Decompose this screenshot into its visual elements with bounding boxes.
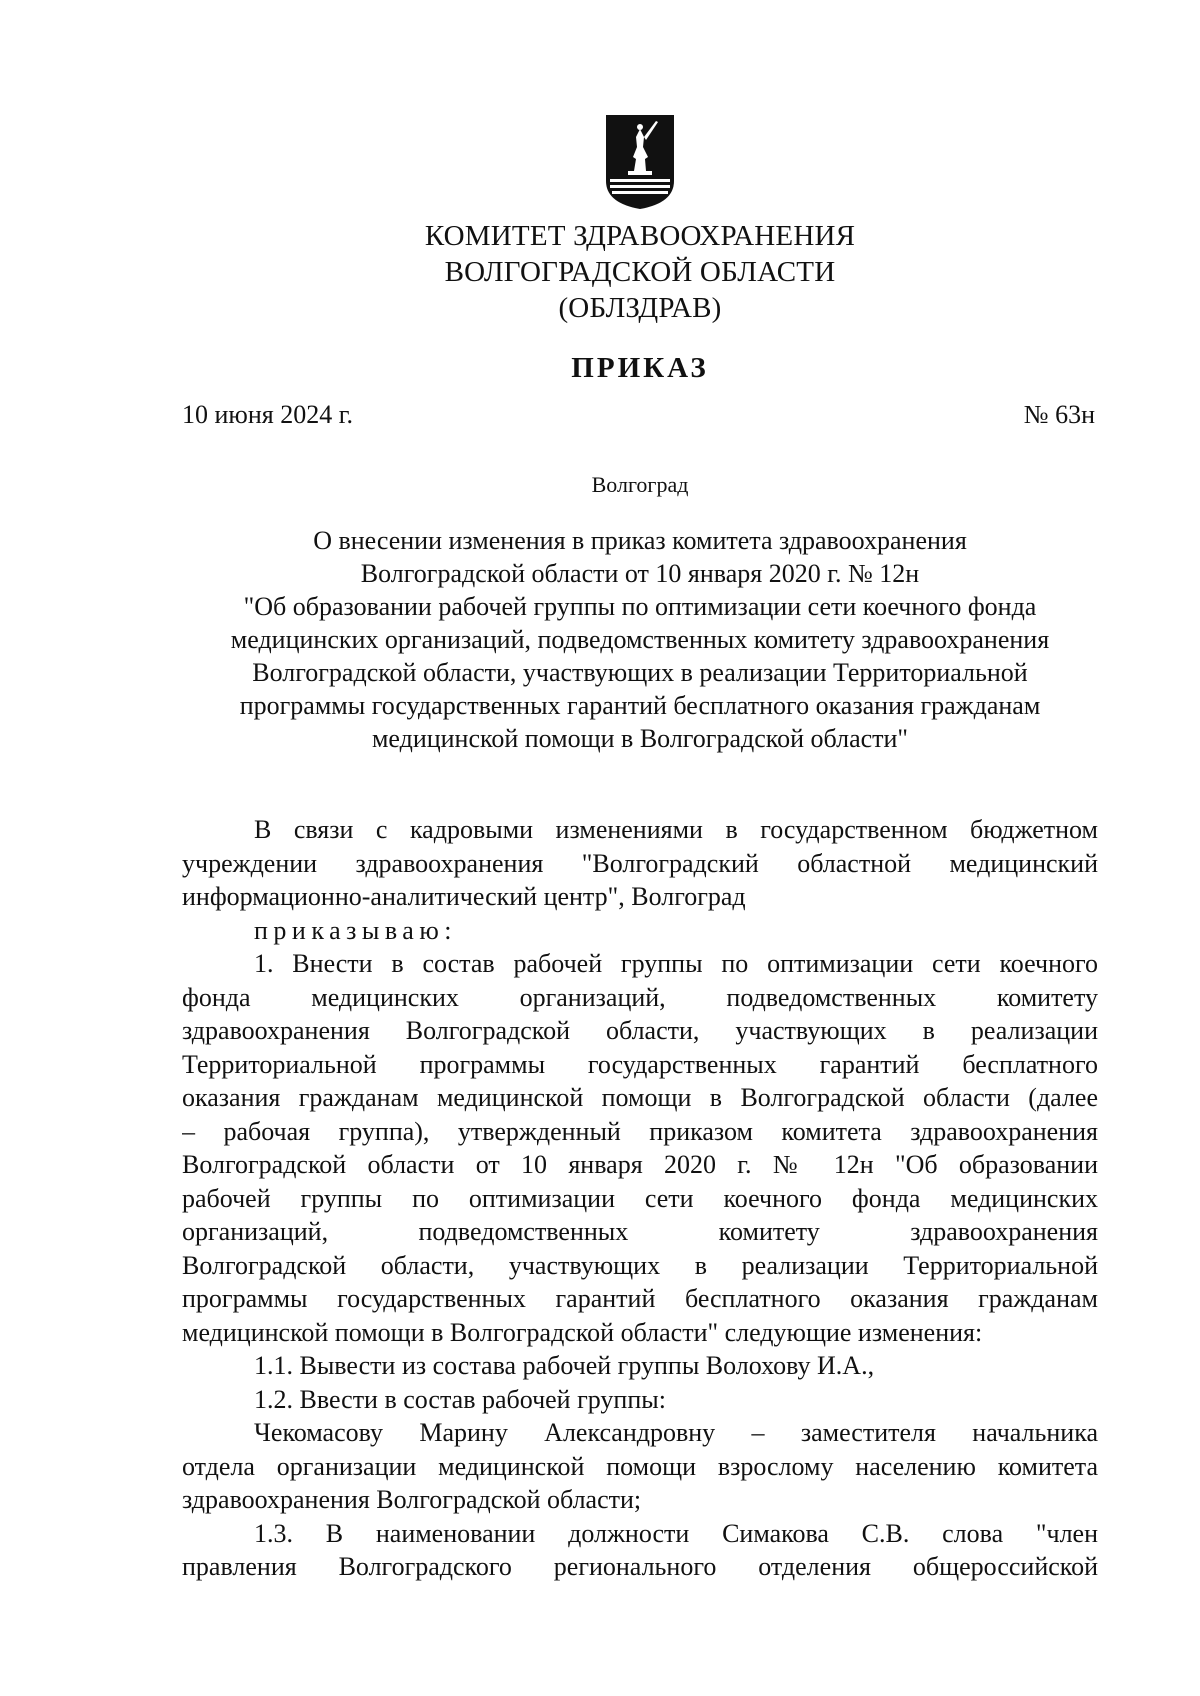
- body-line: 1.3. В наименовании должности Симакова С.В. слова "член: [254, 1518, 1098, 1548]
- body-line: 1.1. Вывести из состава рабочей группы Волохову И.А.,: [254, 1351, 875, 1380]
- body-line: Чекомасову Марину Александровну – заместителя начальника: [254, 1418, 1098, 1447]
- org-line-3: (ОБЛЗДРАВ): [558, 292, 722, 324]
- body-line: В связи с кадровыми изменениями в государственном бюджетном: [254, 815, 1098, 844]
- body-line: правления Волгоградского регионального отделения общероссийской: [182, 1552, 1098, 1581]
- order-word: приказываю:: [254, 915, 457, 945]
- subject-line: медицинских организаций, подведомственных комитету здравоохранения: [230, 625, 1050, 654]
- body-line: рабочей группы по оптимизации сети коечного фонда медицинских: [182, 1183, 1098, 1213]
- subject-line: программы государственных гарантий бесплатного оказания гражданам: [239, 691, 1041, 720]
- subject-line: "Об образовании рабочей группы по оптимизации сети коечного фонда: [243, 592, 1037, 621]
- body-line: 1. Внести в состав рабочей группы по оптимизации сети коечного: [254, 949, 1098, 978]
- body-line: информационно-аналитический центр", Волгоград: [182, 882, 746, 911]
- body-line: отдела организации медицинской помощи взрослому населению комитета: [182, 1451, 1098, 1481]
- body-line: медицинской помощи в Волгоградской области" следующие изменения:: [182, 1317, 983, 1347]
- subject-line: Волгоградской области, участвующих в реализации Территориальной: [252, 658, 1028, 687]
- organization-name: [300, 218, 980, 326]
- document-body: [182, 813, 1098, 1584]
- org-line-2: ВОЛГОГРАДСКОЙ ОБЛАСТИ: [444, 256, 836, 288]
- body-line: здравоохранения Волгоградской области, участвующих в реализации: [182, 1016, 1098, 1045]
- subject-line: Волгоградской области от 10 января 2020 г. № 12н: [360, 559, 920, 588]
- document-city: Волгоград: [591, 472, 689, 497]
- body-line: здравоохранения Волгоградской области;: [182, 1485, 642, 1514]
- body-line: Территориальной программы государственных гарантий бесплатного: [182, 1049, 1098, 1079]
- body-line: учреждении здравоохранения "Волгоградский областной медицинский: [182, 848, 1098, 878]
- document-number: № 63н: [1023, 400, 1095, 429]
- body-line: фонда медицинских организаций, подведомственных комитету: [182, 982, 1098, 1012]
- body-line: организаций, подведомственных комитету здравоохранения: [182, 1217, 1098, 1246]
- body-line: программы государственных гарантий бесплатного оказания гражданам: [182, 1284, 1098, 1313]
- body-line: оказания гражданам медицинской помощи в Волгоградской области (далее: [182, 1083, 1098, 1112]
- document-subject: [180, 524, 1100, 755]
- volgograd-coat-of-arms-icon: [604, 113, 676, 211]
- document-type: ПРИКАЗ: [571, 352, 709, 384]
- org-line-1: КОМИТЕТ ЗДРАВООХРАНЕНИЯ: [424, 220, 856, 252]
- body-line: Волгоградской области, участвующих в реализации Территориальной: [182, 1250, 1098, 1280]
- subject-line: О внесении изменения в приказ комитета здравоохранения: [313, 526, 967, 555]
- body-line: Волгоградской области от 10 января 2020 г. № 12н "Об образовании: [182, 1150, 1098, 1179]
- body-line: 1.2. Ввести в состав рабочей группы:: [254, 1384, 666, 1414]
- subject-line: медицинской помощи в Волгоградской области": [371, 724, 909, 753]
- document-date: 10 июня 2024 г.: [182, 400, 353, 429]
- body-line: – рабочая группа), утвержденный приказом комитета здравоохранения: [182, 1116, 1098, 1146]
